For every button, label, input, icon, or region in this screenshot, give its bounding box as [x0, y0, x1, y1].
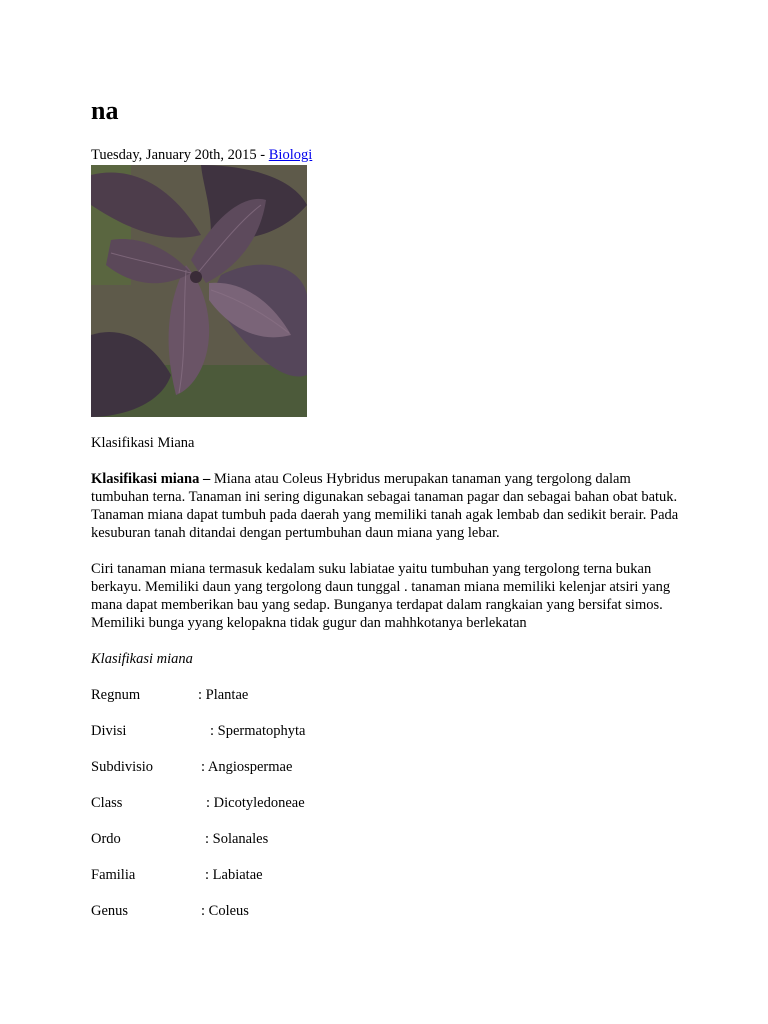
classification-heading: Klasifikasi miana [91, 651, 193, 667]
taxonomy-value: : Solanales [205, 831, 269, 847]
miana-plant-photo [91, 165, 307, 417]
taxonomy-rank: Familia [91, 867, 136, 883]
taxonomy-rank: Divisi [91, 723, 127, 739]
taxonomy-value: : Plantae [198, 687, 249, 703]
taxonomy-rank: Class [91, 795, 123, 811]
taxonomy-rank: Ordo [91, 831, 121, 847]
intro-lead: Klasifikasi miana – [91, 471, 211, 487]
taxonomy-value: : Angiospermae [201, 759, 293, 775]
post-meta [91, 146, 312, 164]
page-title: na [91, 96, 119, 125]
plant-image [91, 165, 307, 417]
image-caption: Klasifikasi Miana [91, 435, 195, 451]
taxonomy-rank: Genus [91, 903, 129, 919]
category-link[interactable]: Biologi [268, 147, 313, 163]
taxonomy-rank: Regnum [91, 687, 141, 703]
taxonomy-value: : Labiatae [205, 867, 263, 883]
taxonomy-value: : Dicotyledoneae [206, 795, 305, 811]
intro-text: Miana atau Coleus Hybridus merupakan tanaman yang tergolong dalam tumbuhan terna. Tanaman ini sering digunakan sebagai tanaman pagar dan sebagai bahan obat batuk. Tanaman miana dapat tumbuh pada daerah yang memiliki tanah agak lembab dan sedikit berair. Pada kesuburan tanah ditandai dengan pertumbuhan daun miana yang lebar. [91, 471, 679, 541]
post-date: Tuesday, January 20th, 2015 - [91, 147, 269, 163]
taxonomy-value: : Coleus [201, 903, 249, 919]
paragraph-characteristics: Ciri tanaman miana termasuk kedalam suku labiatae yaitu tumbuhan yang tergolong terna bukan berkayu. Memiliki daun yang tergolong daun tunggal . tanaman miana memiliki kelenjar atsiri yang mana dapat memberikan bau yang sedap. Bunganya terdapat dalam rangkaian yang bersifat simos. Memiliki bunga yyang kelopakna tidak gugur dan mahhkotanya berlekatan [91, 561, 671, 631]
paragraph-intro [91, 470, 683, 542]
taxonomy-value: : Spermatophyta [210, 723, 306, 739]
taxonomy-rank: Subdivisio [91, 759, 154, 775]
